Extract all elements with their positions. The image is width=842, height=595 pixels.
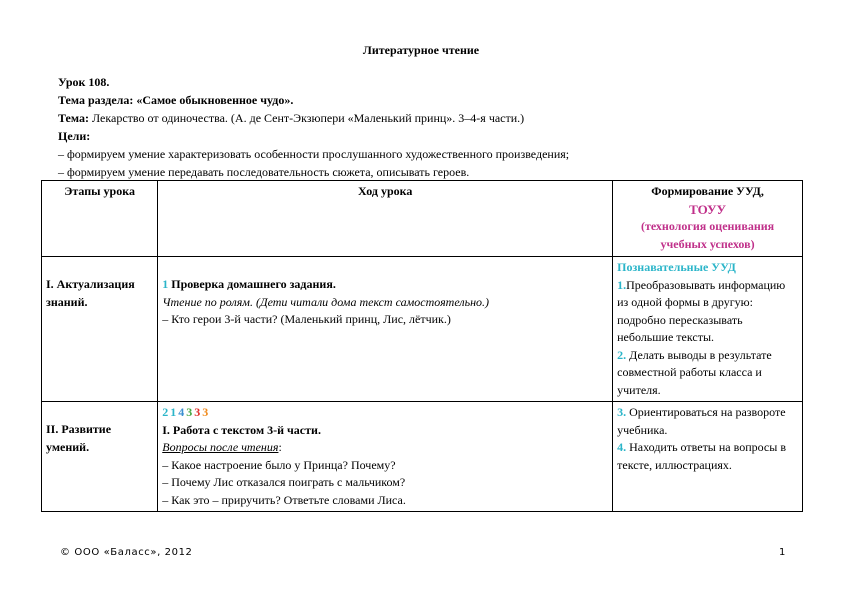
stage-cell xyxy=(42,402,158,512)
uud-item-text: Делать выводы в результате совместной работы класса и учителя. xyxy=(617,347,772,397)
header-touu: ТОУУ xyxy=(689,201,727,217)
uud-item xyxy=(617,347,798,400)
rating-digit: 2 xyxy=(162,405,169,419)
header-touu-full: (технология оценивания учебных успехов) xyxy=(640,219,775,251)
questions-label: Вопросы после чтения xyxy=(162,440,279,454)
section-line xyxy=(58,91,798,109)
task-question: – Как это – приручить? Ответьте словами Лиса. xyxy=(162,492,406,507)
header-stages: Этапы урока xyxy=(42,181,158,257)
task-number: 1 xyxy=(162,277,169,291)
section-value: «Самое обыкновенное чудо». xyxy=(133,93,294,107)
task-italic: Чтение по ролям. (Дети читали дома текст самостоятельно.) xyxy=(162,294,490,309)
stage-label: II. Развитие умений. xyxy=(46,422,112,454)
copyright: © ООО «Баласс», 2012 xyxy=(60,547,193,558)
topic-line xyxy=(58,109,798,127)
topic-value: Лекарство от одиночества. (А. де Сент-Экзюпери «Маленький принц». 3–4-я части.) xyxy=(88,111,525,125)
table-row xyxy=(42,257,803,402)
header-course: Ход урока xyxy=(158,181,613,257)
page-number: 1 xyxy=(779,547,786,558)
rating-digit: 3 xyxy=(186,405,193,419)
document-title: Литературное чтение xyxy=(362,43,480,57)
uud-cell xyxy=(613,257,803,402)
course-cell xyxy=(158,257,613,402)
task-title: Проверка домашнего задания. xyxy=(168,277,336,291)
lesson-table xyxy=(41,180,803,512)
questions-colon: : xyxy=(278,440,282,454)
uud-category: Познавательные УУД xyxy=(617,260,736,274)
lesson-header xyxy=(58,73,798,181)
task-title: I. Работа с текстом 3-й части. xyxy=(162,422,321,437)
task-question: – Почему Лис отказался поиграть с мальчиком? xyxy=(162,475,406,489)
uud-item-text: Находить ответы на вопросы в тексте, иллюстрациях. xyxy=(617,440,786,472)
uud-item xyxy=(617,439,798,474)
goals-label: Цели: xyxy=(58,129,91,143)
stage-cell xyxy=(42,257,158,402)
uud-item xyxy=(617,277,798,347)
uud-item-text: Ориентироваться на развороте учебника. xyxy=(617,405,786,437)
stage-label: I. Актуализация знаний. xyxy=(46,277,135,309)
section-label: Тема раздела: xyxy=(58,93,134,107)
uud-cell xyxy=(613,402,803,512)
uud-item-text: Преобразовывать информацию из одной формы в другую: подробно пересказывать небольшие тексты. xyxy=(617,277,786,344)
task-question: – Какое настроение было у Принца? Почему? xyxy=(162,457,396,472)
header-uud xyxy=(613,181,803,257)
table-row xyxy=(42,402,803,512)
goal-item: – формируем умение характеризовать особенности прослушанного художественного произведения; xyxy=(58,147,570,161)
rating-digit: 3 xyxy=(194,405,201,419)
uud-item-number: 1. xyxy=(617,277,627,292)
task-question: – Кто герои 3-й части? (Маленький принц, Лис, лётчик.) xyxy=(162,312,451,326)
task-line xyxy=(162,276,608,294)
table-header-row xyxy=(42,181,803,257)
uud-item-number: 4. xyxy=(617,440,627,454)
rating-digit: 1 xyxy=(170,405,177,419)
rating-digit: 3 xyxy=(202,405,209,419)
questions-label-line xyxy=(162,439,608,457)
goal-item: – формируем умение передавать последовательность сюжета, описывать героев. xyxy=(58,165,470,179)
rating-digits xyxy=(162,404,608,422)
uud-item xyxy=(617,404,798,439)
lesson-number: Урок 108. xyxy=(58,75,110,89)
topic-label: Тема: xyxy=(58,111,89,125)
uud-item-number: 3. xyxy=(617,405,627,419)
header-uud-title: Формирование УУД, xyxy=(651,184,764,198)
rating-digit: 4 xyxy=(178,405,185,419)
course-cell xyxy=(158,402,613,512)
uud-item-number: 2. xyxy=(617,347,627,362)
